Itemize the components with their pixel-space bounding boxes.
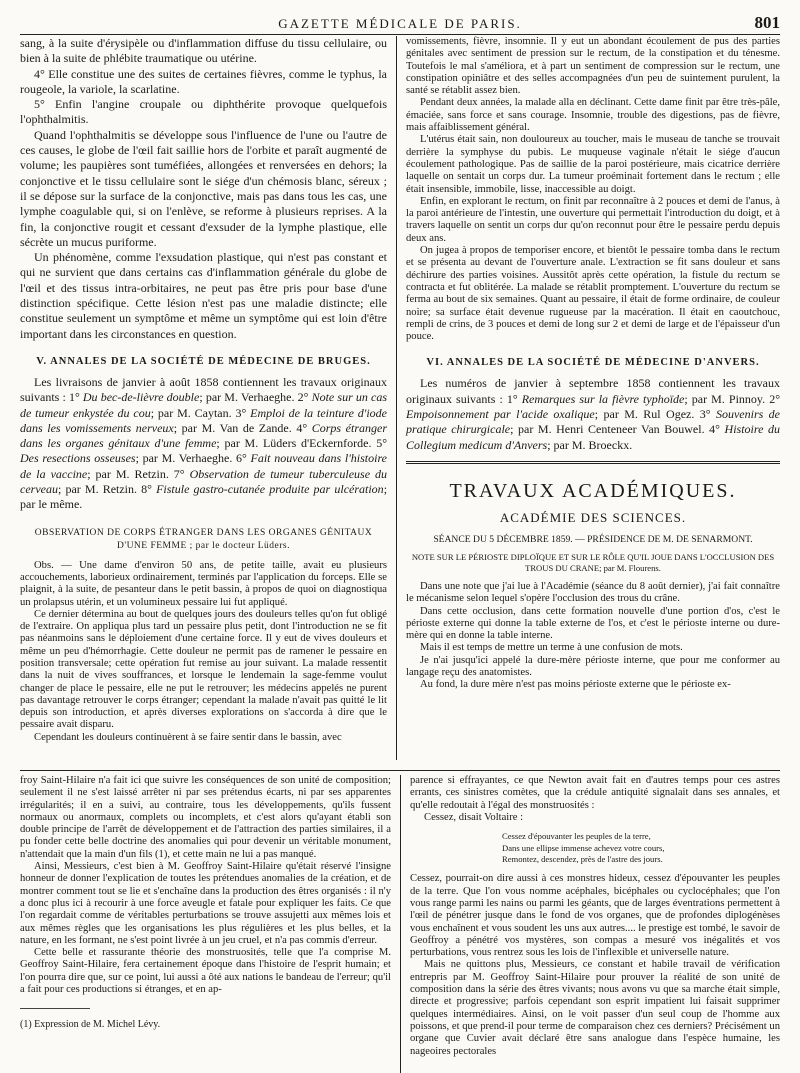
- voltaire-verse: [410, 831, 780, 865]
- paragraph: Ce dernier détermina au bout de quelques jours des douleurs telles qu'on fut obligé de l'extraire. On appliqua plus tard un pessaire plus petit, dont l'introduction ne se fit pas néanmoins sans le déploiement d'une certaine force. Il y eut de vives douleurs et même un peu d'hémorrhagie. Cette douleur ne permit pas de ramener le pessaire en position transversale; cette opération fut remise au jour suivant. La malade ressentit dans la nuit de vives souffrances, et lorsque le lendemain la sage-femme voulut changer de place le pessaire, elle ne put le retrouver; les médecins appelés ne purent pas davantage retrouver le corps étranger; cependant la malade n'avait pas quitté le lit depuis son introduction, et après diverses explorations on s'accorda à dire que le pessaire avait disparu.: [20, 608, 387, 731]
- bottom-section: [20, 770, 780, 1073]
- paragraph: On jugea à propos de temporiser encore, et bientôt le pessaire tomba dans le rectum et se présenta au devant de l'ouverture anale. L'extraction se fit sans douleur et sans déchirure des parties voisines. Aussitôt après cette opération, la fistule du rectum se contracta et fut oblitérée. La malade se rétablit promptement. L'ouverture du rectum se ferma au bout de six semaines. Quant au pessaire, il était de forme ordinaire, de couleur noire; sa surface était devenue rugueuse par la macération. Il était en caoutchouc, rempli de crins, de 3 pouces et demi de long sur 2 et demi de large et de l'épaisseur d'un pouce.: [406, 245, 780, 343]
- verse-line: Cessez d'épouvanter les peuples de la terre,: [502, 831, 651, 842]
- paragraph: Mais il est temps de mettre un terme à une confusion de mots.: [420, 642, 683, 654]
- paragraph: Quand l'ophthalmitis se développe sous l'influence de l'une ou l'autre de ces causes, le globe de l'œil fait saillie hors de l'orbite et paraît augmenté de volume; les paupières sont tuméfiées, allongées et renversées en dehors; la conjonctive et le tissu cellulaire sont le siége d'un chémosis blanc, séreux ; il se dépose sur la surface de la conjonctive, mais pas dans tous les cas, une lymphe coagulable qui, si on l'enlève, se reforme à plusieurs reprises. A la fin, la conjonctive rougit et cessant d'exsuder de la lymphe plastique, elle sécrète un mucus puriforme.: [20, 127, 387, 249]
- page-number: 801: [754, 13, 780, 32]
- journal-title: GAZETTE MÉDICALE DE PARIS.: [278, 16, 522, 31]
- paragraph: 5° Enfin l'angine croupale ou diphthérite provoque quelquefois l'ophthalmitis.: [20, 97, 387, 127]
- paragraph: Obs. — Une dame d'environ 50 ans, de petite taille, avait eu plusieurs accouchements, laborieux ordinairement, terminés par l'application du forceps. Elle se plaignit, à la suite, de pesanteur dans le petit bassin, à propos de quoi on diagnostiqua un prolapsus utérin, et un volumineux pessaire lui fut appliqué.: [20, 559, 387, 608]
- paragraph: Mais ne quittons plus, Messieurs, ce constant et habile travail de vérification entrepris par M. Geoffroy Saint-Hilaire pour prouver la réalité de son unité de composition dans la série des êtres vivants; nous avons vu que sa marche était simple, directe et progressive; parfois cependant son esprit impatient lui faisait supprimer quelques intermédiaires. Ainsi, on le voit passer d'un seul coup de l'homme aux poissons, et que prend-il pour terme de comparaison chez ces derniers? Précisément un organe que Cuvier avait déclaré être sans analogue dans l'espèce humaine, les nageoires pectorales: [410, 959, 780, 1057]
- paragraph: vomissements, fièvre, insomnie. Il y eut un abondant écoulement de pus des parties génitales avec sentiment de pression sur le rectum, de la constipation et du ténesme. Toutefois le mal s'améliora, et à part un sentiment de compression sur le rectum, une constipation opiniâtre et des selles accompagnées d'un peu de suintement purulent, la santé se rétablit assez bien.: [406, 36, 780, 97]
- paragraph: Un phénomène, comme l'exsudation plastique, qui n'est pas constant et qui ne survient que dans certains cas d'inflammation générale du globe de l'œil et des tissus intra-orbitaires, ne peut pas être pris pour base d'une distinction spécifique. Cette lésion n'est pas une maladie distincte; elle constitue seulement un symptôme et même un symptôme qui est loin d'être important dans les circonstances en question.: [20, 250, 387, 341]
- seance-line: SÉANCE DU 5 DÉCEMBRE 1859. — PRÉSIDENCE DE M. DE SENARMONT.: [433, 533, 753, 545]
- paragraph: sang, à la suite d'érysipèle ou d'inflammation diffuse du tissu cellulaire, ou bien à la suite de phlébite traumatique ou utérine.: [20, 36, 387, 66]
- paragraph: Cessez, pourrait-on dire aussi à ces monstres hideux, cessez d'épouvanter les peuples de la terre. Que l'on vous nomme acéphales, bicéphales ou cyclocéphales; que l'on vous range parmi les nains ou parmi les géants, que de larges éventrations permettent à l'œil de pénétrer jusque dans le fond de vos organes, que de profondes diplogénèses vous enchaînent et vous soudent les uns aux autres.... le prestige est tombé, le savoir de Geoffroy a pénétré vos mystères, son compas a mesuré vos inégalités et vos perturbations, vous rentrez sous les lois de l'inflexible et universelle nature.: [410, 873, 780, 959]
- top-right-column: [396, 36, 780, 760]
- paragraph: Enfin, en explorant le rectum, on finit par reconnaître à 2 pouces et demi de l'anus, à la paroi antérieure de l'intestin, une ouverture qui permettait l'introduction du doigt, et à travers laquelle on sentit un corps dur qu'on reconnut pour être le pessaire perdu depuis deux ans.: [406, 195, 780, 244]
- top-section: [20, 36, 780, 760]
- bruges-contents: Les livraisons de janvier à août 1858 contiennent les travaux originaux suivants : 1° Du bec-de-lièvre double; par M. Verhaeghe. 2° Note sur un cas de tumeur enkystée du cou; par M. Caytan. 3° Emploi de la teinture d'iode dans les vomissements nerveux; par M. Van de Zande. 4° Corps étranger dans les organes génitaux d'une femme; par M. Lüders d'Eckernforde. 5° Des resections osseuses; par M. Verhaeghe. 6° Fait nouveau dans l'histoire de la vaccine; par M. Retzin. 7° Observation de tumeur tuberculeuse du cerveau; par M. Retzin. 8° Fistule gastro-cutanée produite par ulcération; par le même.: [20, 374, 388, 512]
- verse-line: Remontez, descendez, près de l'astre des jours.: [502, 854, 663, 864]
- verse-line: Dans une ellipse immense achevez votre cours,: [502, 842, 665, 853]
- section-heading: VI. ANNALES DE LA SOCIÉTÉ DE MÉDECINE D'ANVERS.: [426, 357, 760, 369]
- paragraph: Cessez, disait Voltaire :: [424, 811, 524, 823]
- anvers-contents: Les numéros de janvier à septembre 1858 contiennent les travaux originaux suivants : 1° Remarques sur la fièvre typhoïde; par M. Pinnoy. 2° Empoisonnement par l'acide oxalique; par M. Rul Ogez. 3° Souvenirs de pratique chirurgicale; par M. Henri Centeneer Van Bouwel. 4° Histoire du Collegium medicum d'Anvers; par M. Broeckx.: [406, 376, 780, 452]
- academie-title: ACADÉMIE DES SCIENCES.: [499, 509, 687, 525]
- paragraph: Pendant deux années, la malade alla en déclinant. Cette dame finit par être très-pâle, émaciée, sans force et sans courage. Insomnie, trouble des digestions, pas de fièvre, mais affaiblissement général.: [406, 97, 780, 134]
- page-header: [20, 10, 780, 35]
- paragraph: Cependant les douleurs continuèrent à se faire sentir dans le bassin, avec: [34, 731, 342, 743]
- paragraph: parence si effrayantes, ce que Newton avait fait en d'autres temps pour ces astres errants, ces sinistres comètes, que la crédule antiquité signalait dans ses annales, et qu'elle redoutait à l'égal des monstruosités :: [410, 775, 780, 811]
- paragraph: Dans cette occlusion, dans cette formation nouvelle d'une portion d'os, c'est le périoste externe qui donne la table externe de l'os, et c'est le périoste interne ou dure-mère qui en donne la table interne.: [406, 605, 780, 642]
- observation-title: OBSERVATION DE CORPS ÉTRANGER DANS LES ORGANES GÉNITAUX D'UNE FEMME ; par le docteur Lüders.: [34, 527, 373, 551]
- paragraph: Dans une note que j'ai lue à l'Académie (séance du 8 août dernier), j'ai fait connaître le mécanisme selon lequel s'opère l'occlusion des trous du crâne.: [406, 580, 780, 605]
- footnote: (1) Expression de M. Michel Lévy.: [20, 1008, 90, 1030]
- section-heading: V. ANNALES DE LA SOCIÉTÉ DE MÉDECINE DE BRUGES.: [36, 355, 371, 367]
- paragraph: Au fond, la dure mère n'est pas moins périoste externe que le périoste ex-: [420, 679, 731, 691]
- top-left-column: [20, 36, 396, 760]
- bottom-right-column: [400, 775, 780, 1073]
- bottom-left-column: [20, 775, 400, 1073]
- paragraph: 4° Elle constitue une des suites de certaines fièvres, comme le typhus, la rougeole, la variole, la scarlatine.: [20, 66, 387, 96]
- paragraph: Cette belle et rassurante théorie des monstruosités, telle que l'a comprise M. Geoffroy Saint-Hilaire, fera certainement époque dans l'histoire de l'esprit humain; et l'on pourra dire que, sur ce point, lui aussi a ôté aux nations le bandeau de l'erreur; qu'il a fait pour ces productions si étranges, et en ap-: [20, 947, 391, 996]
- note-title: NOTE SUR LE PÉRIOSTE DIPLOÏQUE ET SUR LE RÔLE QU'IL JOUE DANS L'OCCLUSION DES TROUS DU CRANE; par M. Flourens.: [411, 551, 775, 573]
- paragraph: Ainsi, Messieurs, c'est bien à M. Geoffroy Saint-Hilaire qu'était réservé l'insigne honneur de donner l'explication de toutes les prétendues anomalies de la création, et de montrer comment tout se lie et s'enchaîne dans la production des êtres organisés : il n'y a donc plus ici à recourir à une force aveugle et fatale pour expliquer les faits. Ce que l'on regardait comme de véritables perturbations se trouve assujetti aux mêmes lois et aux mêmes règles que les organisations les plus régulières et les plus belles, et la nature, en les formant, ne s'est point livrée à un jeu cruel, et n'a pas commis d'erreur.: [20, 861, 391, 946]
- paragraph: Je n'ai jusqu'ici appelé la dure-mère périoste interne, que pour me conformer au langage reçu des anatomistes.: [406, 654, 780, 678]
- paragraph: L'utérus était sain, non douloureux au toucher, mais le museau de tanche se trouvait derrière la symphyse du pubis. Le muqueuse vaginale n'était le siége d'aucun écoulement pathologique. Pas de saillie de la paroi postérieure, mais cicatrice derrière laquelle on sentait un corps dur. La tumeur proéminait fortement dans le rectum ; elle était insensible, immobile, lisse, inaccessible au doigt.: [406, 134, 780, 195]
- paragraph: froy Saint-Hilaire n'a fait ici que suivre les conséquences de son unité de composition; seulement il ne s'est laissé arrêter ni par ses prétendus écarts, ni par ses apparentes irrégularités; il en a suivi, au contraire, tous les développements, qu'ils fussent normaux ou anormaux, complets ou incomplets, et c'est alors qu'ayant établi son double principe de l'arrêt de développement et de l'attraction des parties similaires, il a pu fonder cette belle doctrine des anomalies qui pour devenir un véritable monument, n'attendait que la main d'un fils (1), et cette main ne lui a pas manqué.: [20, 775, 391, 860]
- travaux-title: TRAVAUX ACADÉMIQUES.: [406, 461, 780, 503]
